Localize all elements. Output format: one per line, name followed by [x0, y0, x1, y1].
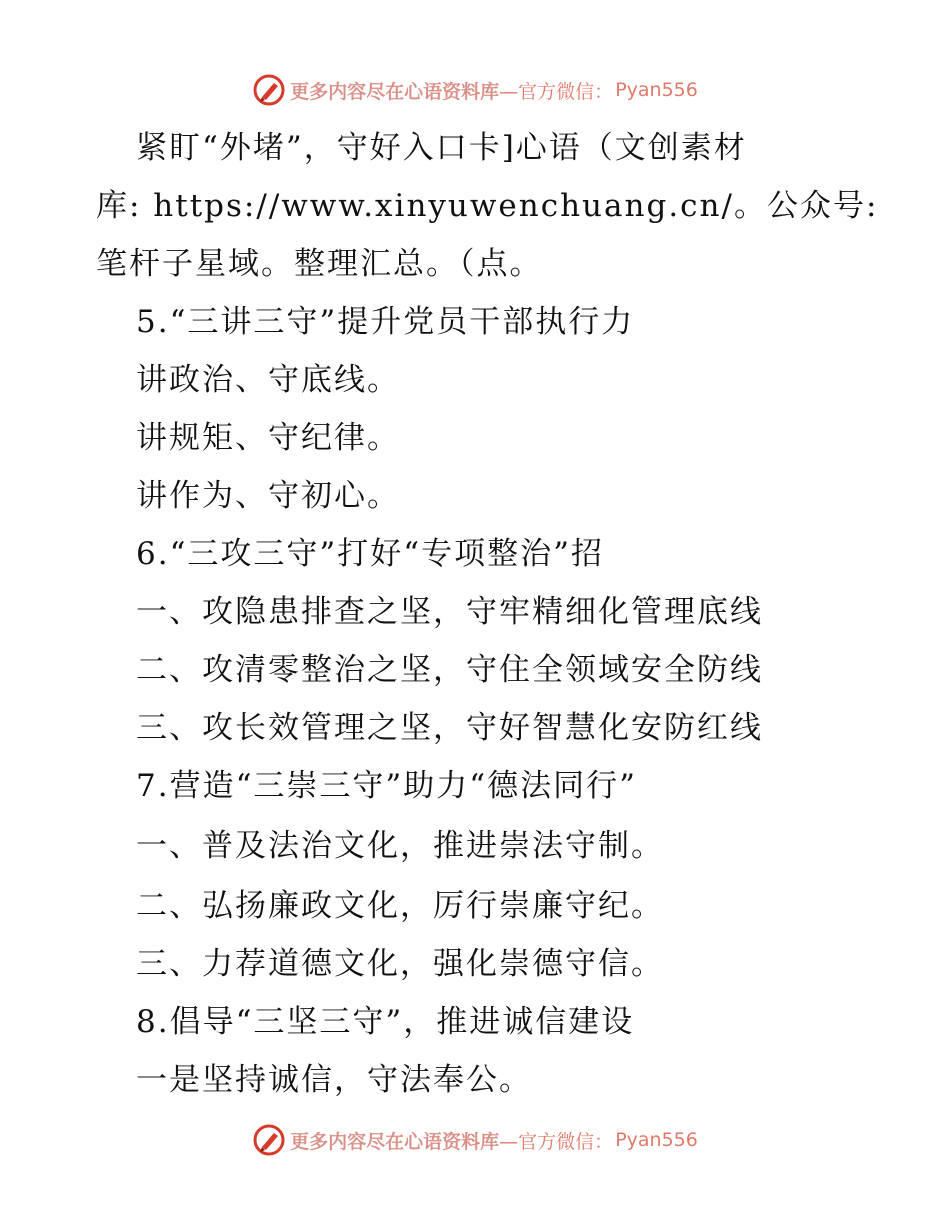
list-item: 二、弘扬廉政文化，厉行崇廉守纪。	[136, 888, 664, 924]
watermark-wechat-id: Pyan556	[615, 79, 698, 101]
list-item: 一、普及法治文化，推进崇法守制。	[136, 828, 664, 864]
list-item: 讲政治、守底线。	[136, 362, 400, 398]
section-heading: 7.营造“三崇三守”助力“德法同行”	[136, 768, 637, 804]
list-item: 一是坚持诚信，守法奉公。	[136, 1062, 532, 1098]
pen-logo-icon	[252, 1123, 286, 1157]
watermark-tail-text: —官方微信：	[499, 80, 614, 103]
watermark-tail-text: —官方微信：	[499, 1130, 614, 1153]
footer-watermark	[0, 1122, 950, 1158]
section-heading: 8.倡导“三坚三守”，推进诚信建设	[136, 1004, 635, 1040]
list-item: 三、攻长效管理之坚，守好智慧化安防红线	[136, 710, 763, 746]
list-item: 一、攻隐患排查之坚，守牢精细化管理底线	[136, 594, 763, 630]
paragraph-line: 库: https://www.xinyuwenchuang.cn/。公众号:	[96, 188, 879, 224]
paragraph-line: 笔杆子星域。整理汇总。（点。	[96, 246, 543, 282]
watermark-lead-text: 更多内容尽在心语资料库	[290, 1130, 500, 1153]
section-heading: 6.“三攻三守”打好“专项整治”招	[136, 536, 604, 572]
watermark-lead-text: 更多内容尽在心语资料库	[290, 80, 500, 103]
list-item: 讲作为、守初心。	[136, 478, 400, 514]
list-item: 二、攻清零整治之坚，守住全领域安全防线	[136, 652, 763, 688]
list-item: 三、力荐道德文化，强化崇德守信。	[136, 946, 664, 982]
paragraph-line: 紧盯“外堵”，守好入口卡]心语（文创素材	[136, 130, 747, 166]
list-item: 讲规矩、守纪律。	[136, 420, 400, 456]
section-heading: 5.“三讲三守”提升党员干部执行力	[136, 304, 635, 340]
watermark-wechat-id: Pyan556	[615, 1129, 698, 1151]
